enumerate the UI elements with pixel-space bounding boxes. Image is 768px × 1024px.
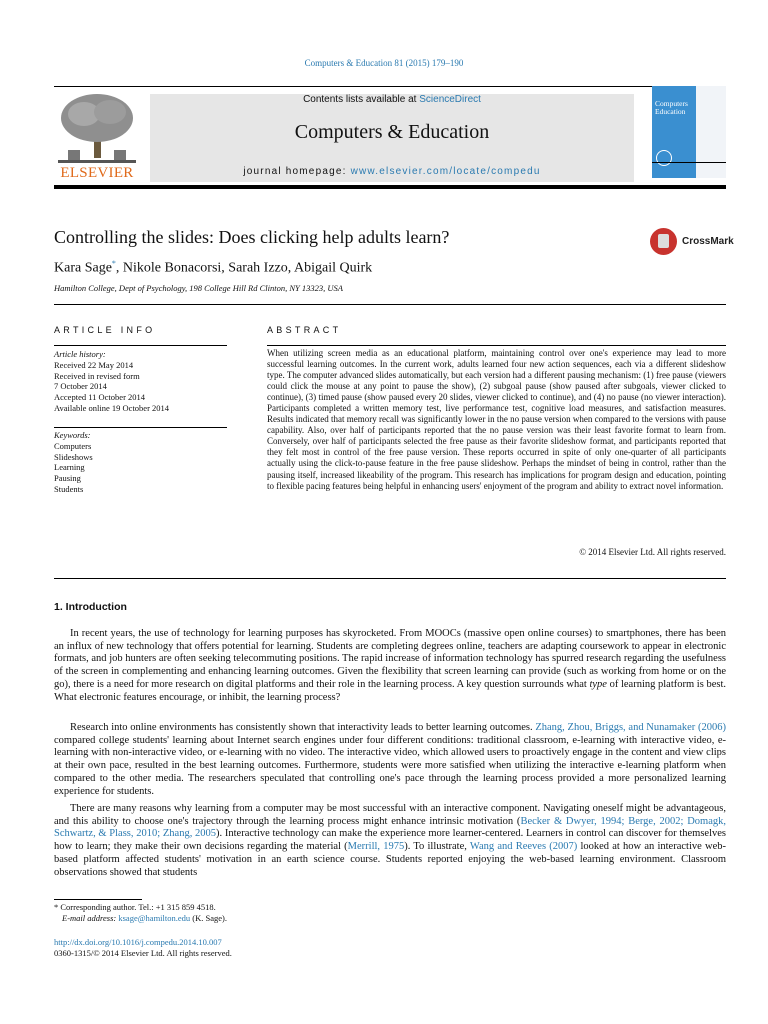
article-info-heading: ARTICLE INFO (54, 325, 156, 335)
history-item: Available online 19 October 2014 (54, 402, 170, 413)
elsevier-logo[interactable] (54, 92, 140, 182)
email-note (54, 913, 554, 924)
corresponding-author-mark[interactable]: * (111, 259, 116, 268)
author-separator: , (115, 260, 123, 276)
author-name: Sarah Izzo (228, 260, 288, 276)
abstract-rule (267, 345, 726, 346)
intro-paragraph (54, 722, 726, 798)
section-heading-introduction: 1. Introduction (54, 601, 127, 613)
top-rule (54, 86, 726, 87)
abstract-end-rule (54, 578, 726, 579)
article-title: Controlling the slides: Does clicking help adults learn? (54, 227, 450, 247)
cover-emblem-icon (656, 150, 672, 166)
abstract-heading: ABSTRACT (267, 325, 342, 335)
history-label: Article history: (54, 349, 106, 359)
paragraph-text: Research into online environments has consistently shown that interactivity leads to better learning outcomes. (70, 722, 536, 733)
cover-rule (652, 162, 726, 163)
citation-link[interactable]: Merrill, 1975 (347, 841, 405, 853)
footnote-text: Corresponding author. Tel.: +1 315 859 4518. (58, 902, 216, 912)
crossmark-badge[interactable] (650, 228, 734, 258)
author-separator: , (221, 260, 229, 276)
doi-block (54, 937, 232, 959)
abstract-copyright: © 2014 Elsevier Ltd. All rights reserved. (579, 547, 726, 557)
emphasis-text: type (589, 678, 607, 690)
header-thick-rule (54, 185, 726, 189)
intro-paragraph (54, 628, 726, 704)
corresponding-author-note (54, 902, 554, 913)
author-list (54, 259, 372, 277)
cover-panel (652, 86, 696, 178)
history-item: Received in revised form (54, 370, 140, 381)
sciencedirect-link[interactable]: ScienceDirect (419, 94, 481, 105)
crossmark-icon (650, 228, 677, 255)
contents-line (150, 94, 634, 105)
author-name: Abigail Quirk (294, 260, 373, 276)
paragraph-text: There are many reasons why learning from a computer may be most successful with an interactive component. Navigating oneself might be advantageous, and this ability to choose one's trajectory through the learning process might enhance intrinsic motivation ( (54, 803, 726, 827)
author-name[interactable]: Kara Sage (54, 260, 112, 276)
section-rule (54, 304, 726, 305)
history-item: Accepted 11 October 2014 (54, 392, 146, 403)
homepage-link[interactable]: www.elsevier.com/locate/compedu (350, 166, 541, 177)
paragraph-text: ). To illustrate, (404, 841, 470, 853)
paragraph-text: looked at how an interactive web-based platform affected students' motivation in an earth science course. Students reported enjoying the web-based learning environment. Classroom observations showed that students (54, 841, 726, 878)
publisher-name: ELSEVIER (60, 165, 134, 181)
homepage-line (150, 166, 634, 177)
citation-link[interactable]: Zhang, Zhou, Briggs, and Nunamaker (2006) (535, 722, 726, 733)
article-info-rule (54, 345, 227, 346)
issn-line: 0360-1315/© 2014 Elsevier Ltd. All rights reserved. (54, 948, 232, 958)
author-affiliation: Hamilton College, Dept of Psychology, 198 College Hill Rd Clinton, NY 13323, USA (54, 283, 343, 293)
keywords-rule (54, 427, 227, 428)
keyword: Students (54, 483, 84, 494)
keywords-label: Keywords: (54, 430, 91, 440)
author-separator: , (287, 260, 294, 276)
email-link[interactable]: ksage@hamilton.edu (118, 912, 191, 923)
citation-link[interactable]: Becker & Dwyer, 1994; Berge, 2002; Domagk, Schwartz, & Plass, 2010; Zhang, 2005 (54, 815, 726, 840)
paragraph-text: In recent years, the use of technology for learning purposes has skyrocketed. From MOOCs (massive open online courses) to smartphones, there has been an influx of new technology that offers potential for learning. Students are completing degrees online, teachers are adapting coursework to appear in electronic formats, and job hunters are often seeking telecommuting positions. The rapid increase of information technology has spurred research regarding the usefulness of the screen in complementing and enhancing learning outcomes. Given the flexibility that screen learning can provide (such as working from home or on the go), there is a need for more research on digital platforms and their role in the learning process. A key question surrounds what (54, 628, 726, 690)
footnote-rule (54, 899, 142, 900)
history-item: Received 22 May 2014 (54, 359, 134, 370)
homepage-prefix: journal homepage: (243, 166, 351, 177)
article-history (54, 349, 227, 414)
email-suffix: (K. Sage). (190, 912, 227, 923)
journal-citation[interactable]: Computers & Education 81 (2015) 179–190 (304, 58, 464, 68)
cover-side (696, 86, 726, 178)
paragraph-text: ). Interactive technology can make the experience more learner-centered. Learners in control can discover for themselves how to learn; they make their own decisions regarding the material ( (54, 828, 726, 853)
abstract-text: When utilizing screen media as an educational platform, maintaining control over one's experience may lead to more successful learning outcomes. In the current work, adults learned four new action sequences, each via a different slideshow type. The computer advanced slides automatically, but each version had a different pausing mechanism: (1) free pause (viewers could click the mouse at any point to pause the show), (2) subgoal pause (show paused after subgoals, viewer clicked to continue), (3) timed pause (show paused every 20 slides, viewer clicked to continue), and (4) no pause (no viewer interaction). Participants completed a written memory test, live performance test, cognitive load measures, and satisfaction measures. Results indicated that memory recall was significantly lower in the no pause version when compared to the versions with pause capability. Also, over half of participants reported that the no pause version was their least favorite format to learn from. Conversely, over half of participants selected the free pause as their favorite slideshow format, and participants reported that they felt most in control of the free pause version. These reports occurred in spite of only one-quarter of all participants actually using the click-to-pause feature in the free pause slideshow. Perhaps the mindset of being in control, rather than the pausing itself, increased likeability of the program. This research has implications for program design and education, pointing to flexible pacing features being helpful in enhancing users' enjoyment of the program and ability to extract novel information. (267, 348, 726, 491)
footnote-marker: * (54, 902, 59, 912)
crossmark-label: CrossMark (682, 236, 734, 247)
keyword: Pausing (54, 473, 81, 484)
contents-prefix: Contents lists available at (303, 94, 420, 105)
paragraph-text: of learning platform is best. What electronic features encourage, or inhibit, the learning process? (54, 678, 726, 703)
journal-masthead (150, 94, 634, 182)
keyword: Learning (54, 462, 85, 473)
citation-link[interactable]: Wang and Reeves (2007) (469, 841, 578, 853)
cover-title: Computers Education (655, 99, 688, 116)
email-label: E-mail address: (62, 912, 119, 923)
footnote (54, 902, 554, 923)
journal-cover[interactable] (652, 86, 726, 180)
keywords-list (54, 430, 227, 495)
history-item: 7 October 2014 (54, 381, 107, 392)
author-name: Nikole Bonacorsi (122, 260, 222, 276)
paragraph-text: compared college students' learning about Internet search engines under four different conditions: traditional classroom, e-learning with interactive video, e-learning with non-interactive video, or e-learning with no video. The interactive video, which allowed users to proactively engage in the content and view clips at their own pace, resulted in the best learning outcomes. Furthermore, students were more satisfied when utilizing the interactive e-learning platform when compared to the other media. The researchers speculated that controlling one's pace through the learning process provided a more personalized learning experience for students. (54, 734, 726, 797)
doi-link[interactable]: http://dx.doi.org/10.1016/j.compedu.2014.10.007 (54, 937, 222, 947)
keyword: Computers (54, 440, 92, 451)
intro-paragraph (54, 803, 726, 879)
keyword: Slideshows (54, 451, 93, 462)
tree-icon (54, 92, 140, 164)
journal-title: Computers & Education (294, 121, 490, 143)
